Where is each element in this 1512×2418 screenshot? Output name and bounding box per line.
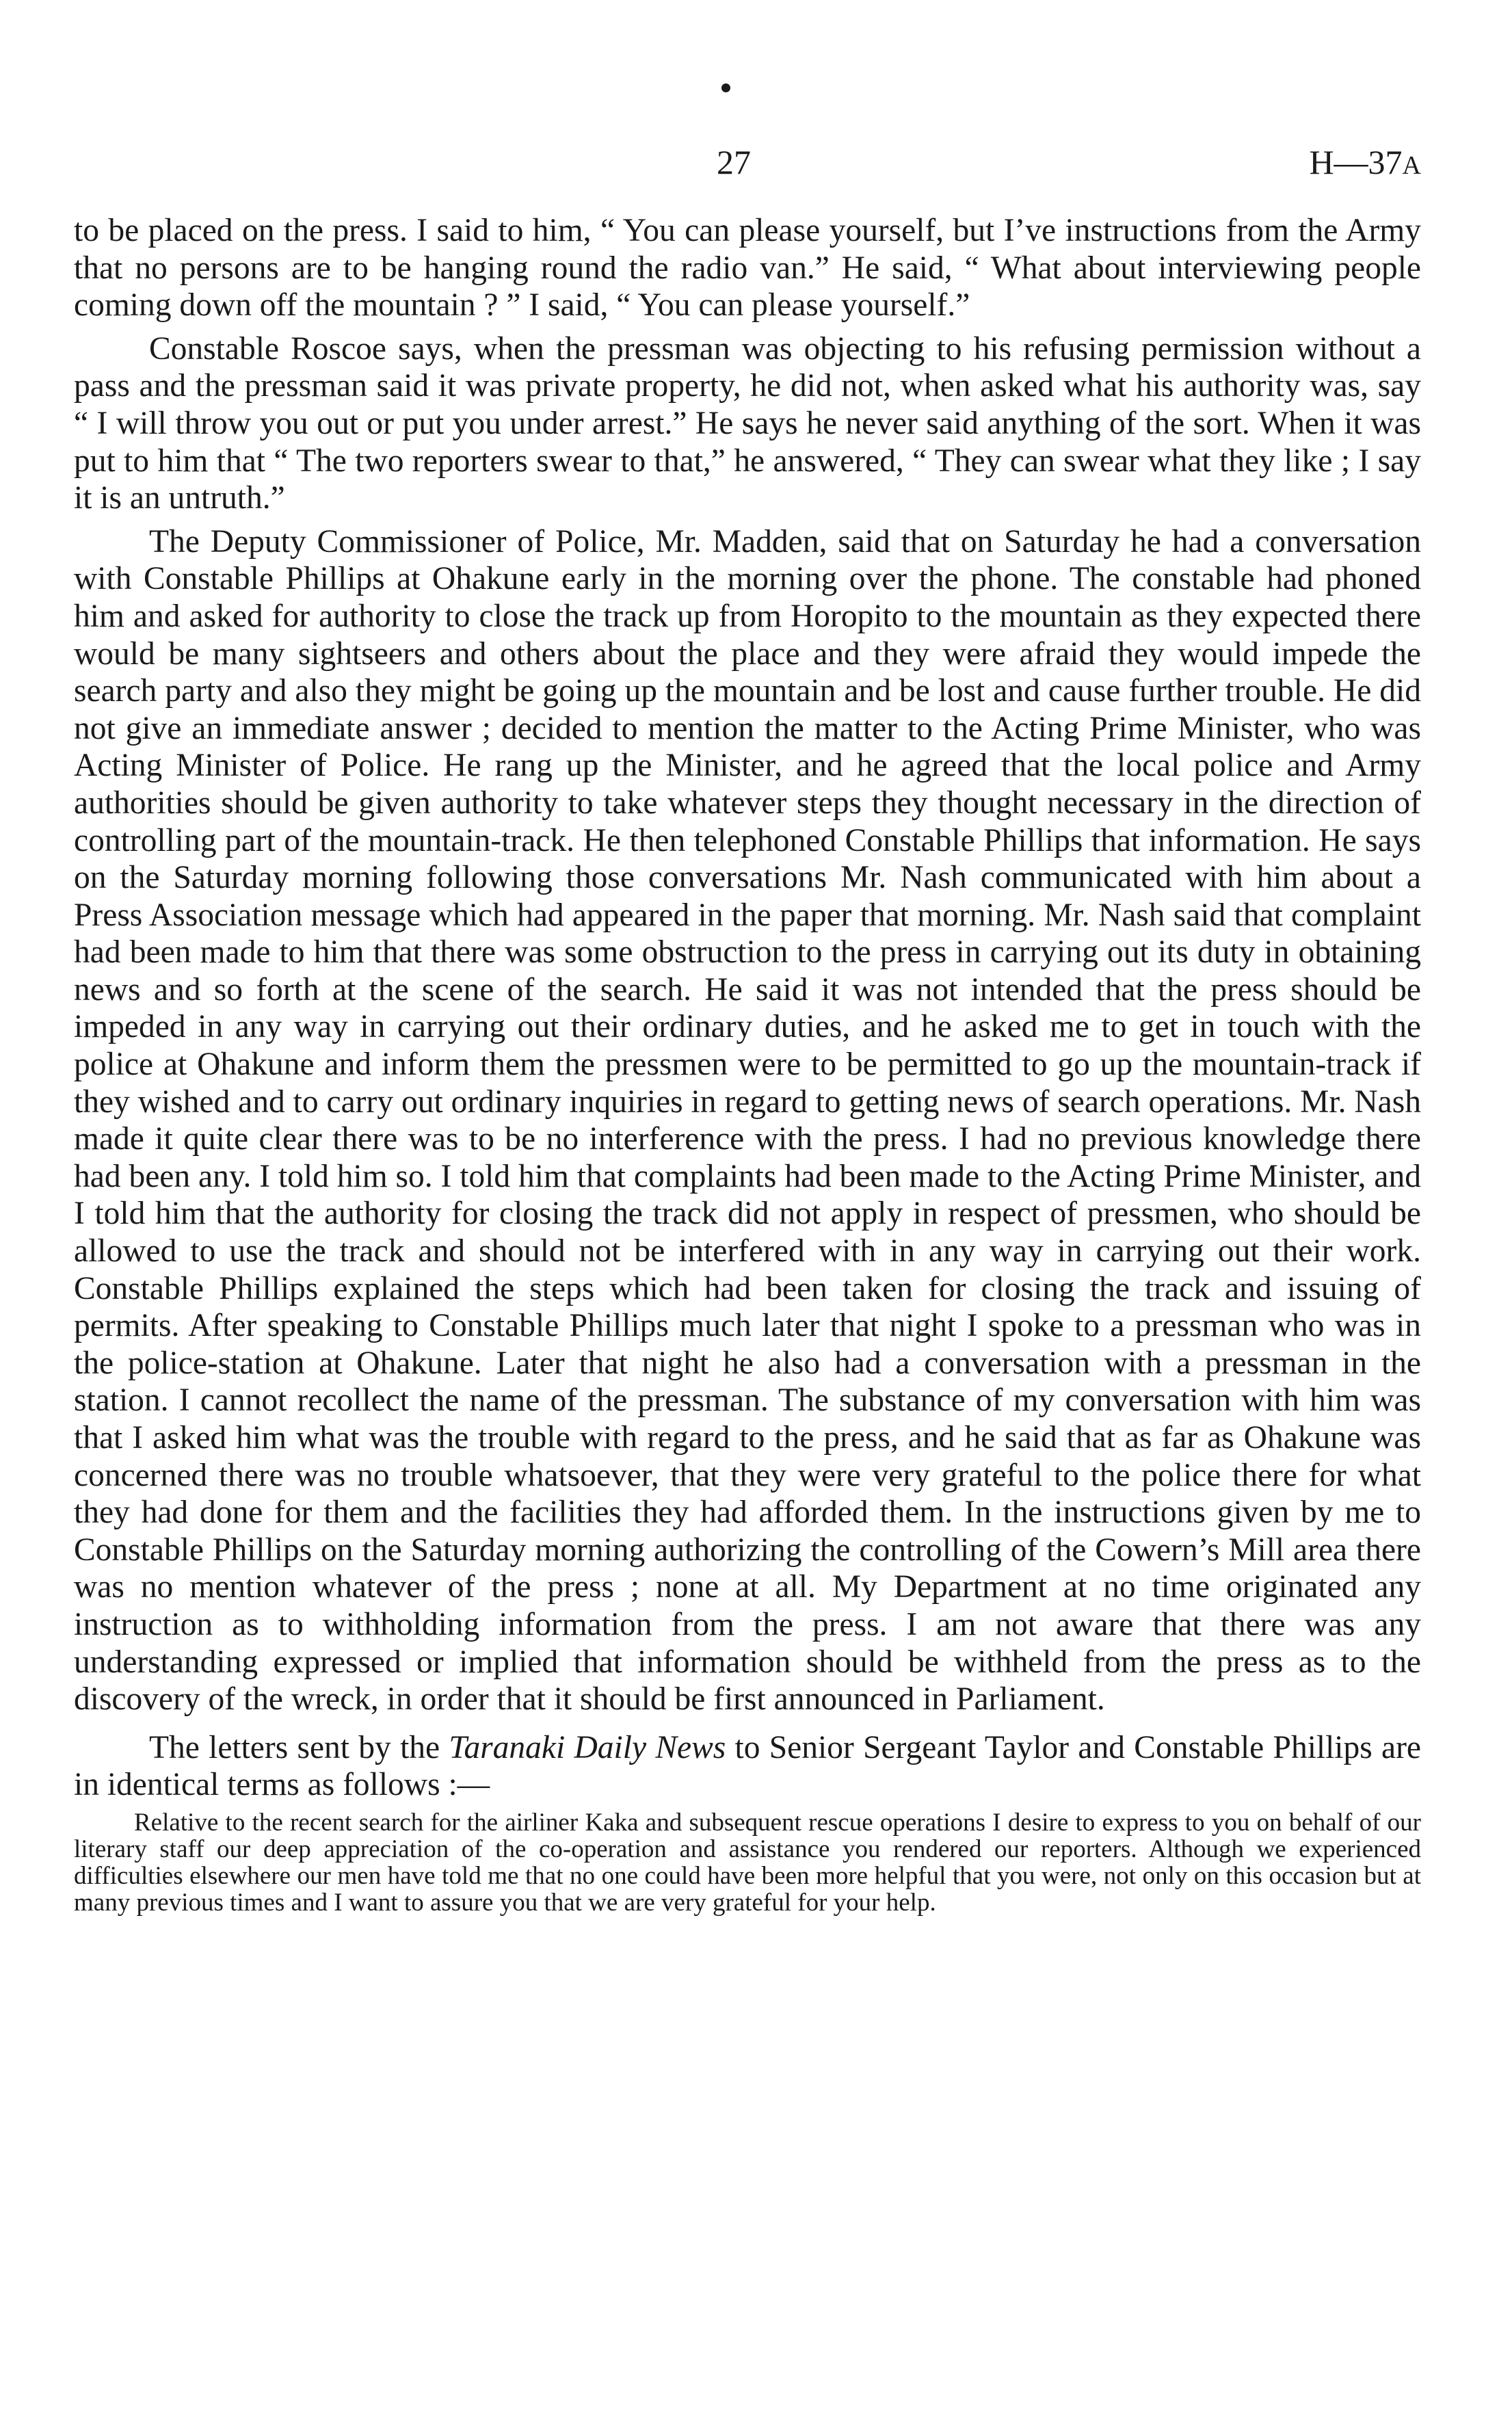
document-reference (1309, 142, 1421, 182)
letters-intro: The letters sent by the (149, 1729, 449, 1765)
document-page (74, 103, 1421, 1916)
body-text (74, 212, 1421, 1804)
paragraph-madden: The Deputy Commissioner of Police, Mr. Madden, said that on Saturday he had a conversation with Constable Phillips at Ohakune early in the morning over the phone. The constable had phoned him and asked for authority to close the track up from Horopito to the mountain as they expected there would be many sightseers and others about the place and they were afraid they would impede the search party and also they might be going up the mountain and be lost and cause further trouble. He did not give an immediate answer ; decided to mention the matter to the Acting Prime Minister, who was Acting Minister of Police. He rang up the Minister, and he agreed that the local police and Army authorities should be given authority to take whatever steps they thought necessary in the direction of controlling part of the mountain-track. He then telephoned Constable Phillips that information. He says on the Saturday morning following those conversations Mr. Nash communicated with him about a Press Association message which had appeared in the paper that morning. Mr. Nash said that complaint had been made to him that there was some obstruction to the press in carrying out its duty in obtaining news and so forth at the scene of the search. He said it was not intended that the press should be impeded in any way in carrying out their ordinary duties, and he asked me to get in touch with the police at Ohakune and inform them the pressmen were to be permitted to go up the mountain-track if they wished and to carry out ordinary inquiries in regard to getting news of search operations. Mr. Nash made it quite clear there was to be no interference with the press. I had no previous knowledge there had been any. I told him so. I told him that complaints had been made to the Acting Prime Minister, and I told him that the authority for closing the track did not apply in respect of pressmen, who should be allowed to use the track and should not be interfered with in any way in carrying out their work. Constable Phillips explained the steps which had been taken for closing the track and issuing of permits. After speaking to Constable Phillips much later that night I spoke to a pressman who was in the police-station at Ohakune. Later that night he also had a conversation with a pressman in the station. I cannot recollect the name of the pressman. The substance of my conversation with him was that I asked him what was the trouble with regard to the press, and he said that as far as Ohakune was concerned there was no trouble whatsoever, that they were very grateful to the police there for what they had done for them and the facilities they had afforded them. In the instructions given by me to Constable Phillips on the Saturday morning authorizing the controlling of the Cowern’s Mill area there was no mention whatever of the press ; none at all. My Department at no time originated any instruction as to withholding information from the press. I am not aware that there was any understanding expressed or implied that information should be withheld from the press as to the discovery of the wreck, in order that it should be first announced in Parliament. (74, 523, 1421, 1718)
letter-quote: Relative to the recent search for the airliner Kaka and subsequent rescue operations I desire to express to you on behalf of our literary staff our deep appreciation of the co-operation and assistance you rendered our reporters. Although we experienced difficulties elsewhere our men have told me that no one could have been more helpful that you were, not only on this occasion but at many previous times and I want to assure you that we are very grateful for your help. (74, 1808, 1421, 1917)
doc-ref-main: H—37 (1309, 143, 1403, 181)
paragraph-continued: to be placed on the press. I said to him, “ You can please yourself, but I’ve instructions from the Army that no persons are to be hanging round the radio van.” He said, “ What about interviewing people coming down off the mountain ? ” I said, “ You can please yourself.” (74, 213, 1421, 324)
newspaper-name: Taranaki Daily News (449, 1729, 726, 1765)
letters-rest: to Senior Sergeant Taylor and Constable Phillips are in identical terms as follows :— (74, 1729, 1421, 1803)
paragraph-letters (74, 1729, 1421, 1804)
bullet-mark (721, 83, 730, 92)
paragraph-roscoe: Constable Roscoe says, when the pressman was objecting to his refusing permission without a pass and the pressman said it was private property, he did not, when asked what his authority was, say “ I will throw you out or put you under arrest.” He says he never said anything of the sort. When it was put to him that “ The two reporters swear to that,” he answered, “ They can swear what they like ; I say it is an untruth.” (74, 330, 1421, 516)
page-number: 27 (717, 143, 751, 181)
doc-ref-suffix: A (1402, 151, 1421, 180)
page-header (74, 103, 1421, 212)
